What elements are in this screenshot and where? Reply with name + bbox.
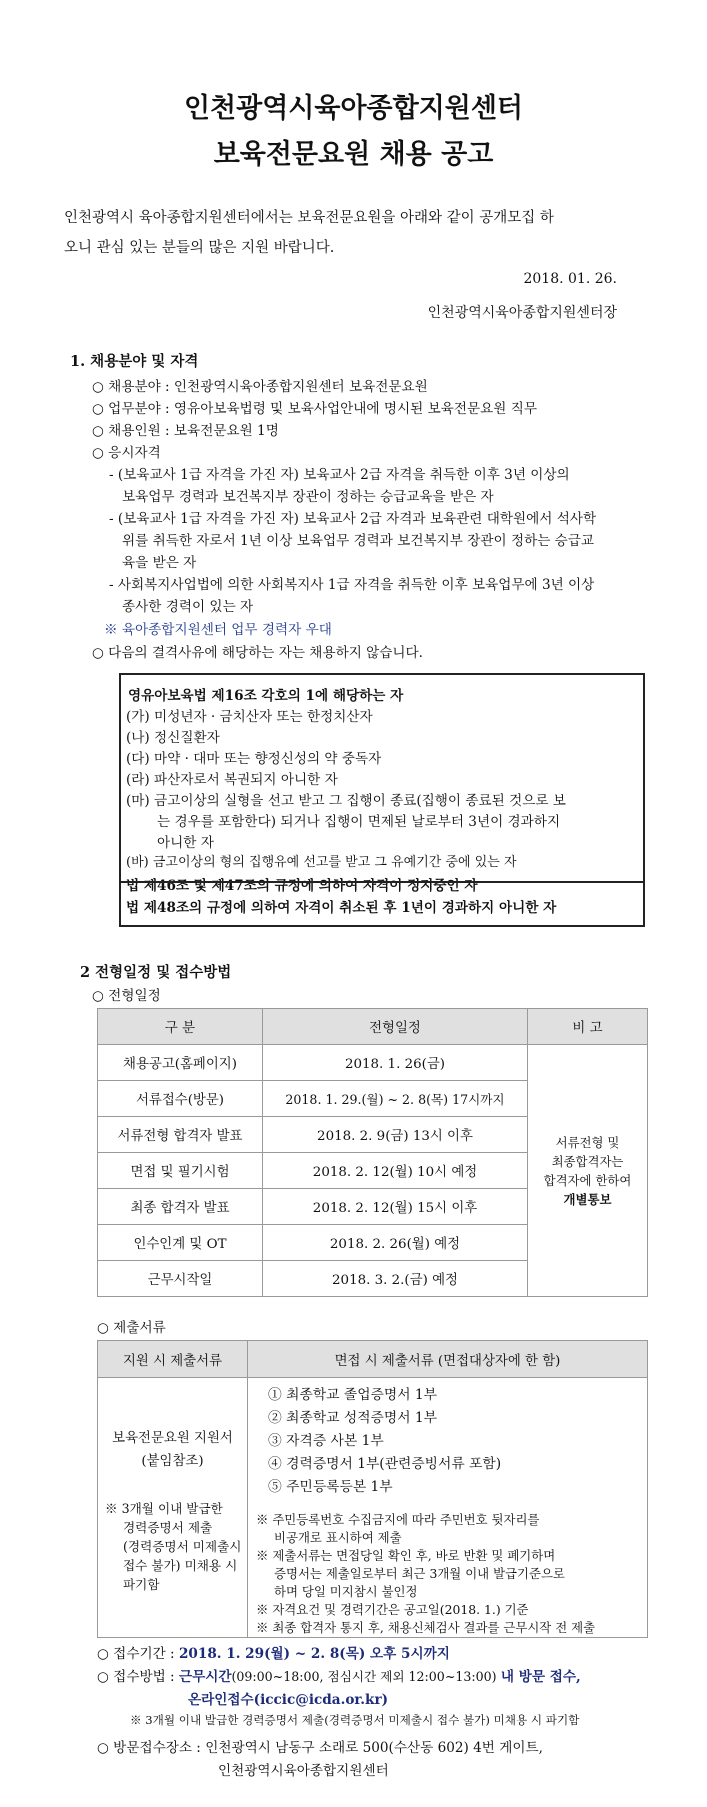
interview-doc-item: ④ 경력증명서 1부(관련증빙서류 포함) [268,1456,502,1472]
note-line: ※ 제출서류는 면접당일 확인 후, 바로 반환 및 폐기하며 [256,1548,556,1563]
receipt-method-hours: 근무시간 [178,1669,232,1685]
disqual-item: (라) 파산자로서 복권되지 아니한 자 [126,772,338,788]
disqual-item-cont: 아니한 자 [157,835,214,851]
receipt-period-value: 2018. 1. 29(월) ~ 2. 8(목) 오후 5시까지 [178,1646,450,1662]
qual-item-cont: 종사한 경력이 있는 자 [122,599,254,615]
disqual-bold-line-2: 법 제48조의 규정에 의하여 자격이 취소된 후 1년이 경과하지 아니한 자 [126,900,557,916]
qual-item-cont: 위를 취득한 자로서 1년 이상 보육업무 경력과 보건복지부 장관이 정하는 승급교 [122,533,595,549]
page-title: 인천광역시육아종합지원센터 [183,93,524,124]
row-label: 인수인계 및 OT [98,1225,263,1261]
receipt-period [97,1642,450,1662]
disqual-item: (다) 마약 · 대마 또는 향정신성의 약 중독자 [126,751,382,767]
notice-date: 2018. 01. 26. [523,271,617,287]
interview-doc-item: ⑤ 주민등록등본 1부 [268,1479,393,1495]
apply-note-line: 파기함 [123,1577,160,1592]
interview-doc-item: ② 최종학교 성적증명서 1부 [268,1410,438,1426]
remarks-line: 서류전형 및 [555,1134,620,1150]
remarks-cell [528,1045,648,1297]
apply-doc-name: 보육전문요원 지원서 [112,1431,233,1446]
row-label: 근무시작일 [98,1261,263,1297]
row-date: 2018. 2. 26(월) 예정 [263,1225,528,1261]
disqual-intro: ○ 다음의 결격사유에 해당하는 자는 채용하지 않습니다. [92,645,424,661]
receipt-method [97,1665,581,1685]
intro-line-1: 인천광역시 육아종합지원센터에서는 보육전문요원을 아래와 같이 공개모집 하 [64,210,554,226]
documents-table [97,1340,648,1638]
disqualification-box [119,673,645,927]
disqual-item: (바) 금고이상의 형의 집행유예 선고를 받고 그 유예기간 중에 있는 자 [126,855,517,870]
disqual-box-head: 영유아보육법 제16조 각호의 1에 해당하는 자 [128,688,404,704]
apply-note-line: 경력증명서 제출 [123,1520,213,1535]
page-subtitle: 보육전문요원 채용 공고 [213,139,494,170]
qual-item: - 사회복지사업법에 의한 사회복지사 1급 자격을 취득한 이후 보육업무에 3년 이상 [109,577,595,593]
interview-doc-list [256,1384,647,1499]
remarks-line: 합격자에 한하여 [543,1172,632,1188]
row-date: 2018. 2. 12(월) 15시 이후 [263,1189,528,1225]
note-line: ※ 최종 합격자 통지 후, 채용신체검사 결과를 근무시작 전 제출 [256,1620,596,1635]
qual-item-cont: 보육업무 경력과 보건복지부 장관이 정하는 승급교육을 받은 자 [122,489,494,505]
row-date: 2018. 2. 9(금) 13시 이후 [263,1117,528,1153]
docs-heading: ○ 제출서류 [97,1320,166,1336]
col-remarks: 비 고 [528,1009,648,1045]
apply-note-line: (경력증명서 미제출시 [123,1539,242,1554]
headcount-line: ○ 채용인원 : 보육전문요원 1명 [92,423,279,439]
disqual-bold-line-1: 법 제46조 및 제47조의 규정에 의하여 자격이 정지중인 자 [126,878,478,894]
apply-note-line: 접수 불가) 미채용 시 [123,1558,238,1573]
preference-note: ※ 육아종합지원센터 업무 경력자 우대 [104,622,332,638]
intro-line-2: 오니 관심 있는 분들의 많은 지원 바랍니다. [64,240,335,256]
note-line: ※ 주민등록번호 수집금지에 따라 주민번호 뒷자리를 [256,1512,540,1527]
section2-heading: 2 전형일정 및 접수방법 [80,964,232,981]
notice-signer: 인천광역시육아종합지원센터장 [427,305,617,321]
disqual-item: (마) 금고이상의 실형을 선고 받고 그 집행이 종료(집행이 종료된 것으로 보 [126,793,566,809]
schedule-table [97,1008,648,1297]
interview-docs-cell [248,1378,648,1638]
qual-item-cont: 육을 받은 자 [122,555,197,571]
col-schedule: 전형일정 [263,1009,528,1045]
col-interview-docs: 면접 시 제출서류 (면접대상자에 한 함) [248,1341,648,1378]
section1-heading: 1. 채용분야 및 자격 [70,353,199,370]
schedule-subheading: ○ 전형일정 [92,988,161,1004]
interview-doc-notes [256,1511,647,1637]
table-header-row [98,1341,648,1378]
apply-note-line: ※ 3개월 이내 발급한 [105,1501,223,1516]
receipt-place-line2: 인천광역시육아종합지원센터 [218,1763,389,1779]
remarks-line: 개별통보 [563,1191,612,1207]
field-line: ○ 채용분야 : 인천광역시육아종합지원센터 보육전문요원 [92,379,428,395]
receipt-note: ※ 3개월 이내 발급한 경력증명서 제출(경력증명서 미제출시 접수 불가) 미채용 시 파기함 [130,1713,580,1727]
receipt-method-time: (09:00~18:00, 점심시간 제외 12:00~13:00) [231,1669,497,1684]
interview-doc-item: ③ 자격증 사본 1부 [268,1433,384,1449]
interview-doc-item: ① 최종학교 졸업증명서 1부 [268,1387,438,1403]
row-label: 서류전형 합격자 발표 [98,1117,263,1153]
row-date: 2018. 2. 12(월) 10시 예정 [263,1153,528,1189]
row-label: 면접 및 필기시험 [98,1153,263,1189]
row-label: 최종 합격자 발표 [98,1189,263,1225]
duty-line: ○ 업무분야 : 영유아보육법령 및 보육사업안내에 명시된 보육전문요원 직무 [92,401,537,417]
row-label: 서류접수(방문) [98,1081,263,1117]
col-category: 구 분 [98,1009,263,1045]
note-line: ※ 자격요건 및 경력기간은 공고일(2018. 1.) 기준 [256,1602,529,1617]
receipt-place-line1: 인천광역시 남동구 소래로 500(수산동 602) 4번 게이트, [205,1740,543,1756]
receipt-place [97,1736,543,1756]
disqual-item: (가) 미성년자 · 금치산자 또는 한정치산자 [126,709,373,725]
row-date: 2018. 1. 29.(월) ~ 2. 8(목) 17시까지 [263,1081,528,1117]
col-apply-docs: 지원 시 제출서류 [98,1341,248,1378]
table-row [98,1045,648,1081]
qual-item: - (보육교사 1급 자격을 가진 자) 보육교사 2급 자격과 보육관련 대학원에서 석사학 [109,511,597,527]
apply-doc-ref: (붙임참조) [141,1454,204,1469]
apply-docs-cell [98,1378,248,1638]
row-label: 채용공고(홈페이지) [98,1045,263,1081]
qualification-line: ○ 응시자격 [92,445,161,461]
row-date: 2018. 1. 26(금) [263,1045,528,1081]
receipt-method-visit: 내 방문 접수, [500,1669,581,1685]
apply-doc-note [105,1499,246,1594]
table-row [98,1378,648,1638]
table-header-row [98,1009,648,1045]
disqual-item: (나) 정신질환자 [126,730,220,746]
row-date: 2018. 3. 2.(금) 예정 [263,1261,528,1297]
qual-item: - (보육교사 1급 자격을 가진 자) 보육교사 2급 자격을 취득한 이후 3년 이상의 [109,467,570,483]
receipt-period-label: ○ 접수기간 : [97,1646,175,1662]
receipt-online[interactable]: 온라인접수(iccic@icda.or.kr) [188,1692,389,1708]
remarks-line: 최종합격자는 [551,1153,624,1169]
disqual-item-cont: 는 경우를 포함한다) 되거나 집행이 면제된 날로부터 3년이 경과하지 [157,814,561,830]
note-line: 증명서는 제출일로부터 최근 3개월 이내 발급기준으로 [274,1566,565,1581]
note-line: 하며 당일 미지참시 불인정 [274,1584,418,1599]
receipt-place-label: ○ 방문접수장소 : [97,1740,201,1756]
receipt-method-label: ○ 접수방법 : [97,1669,175,1685]
note-line: 비공개로 표시하여 제출 [274,1530,402,1545]
